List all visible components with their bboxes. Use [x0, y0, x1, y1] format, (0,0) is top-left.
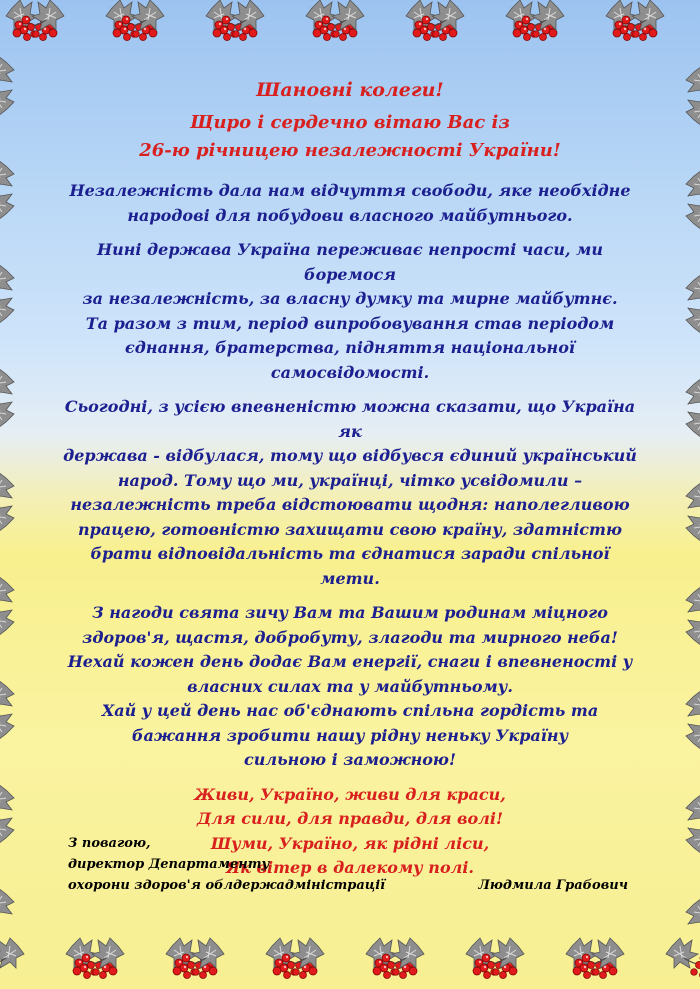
paragraph-line: Нині держава Україна переживає непрості часи, ми боремося [96, 240, 603, 284]
intro-line-1: Щиро і сердечно вітаю Вас із [190, 112, 510, 133]
paragraph-line: народ. Тому що ми, українці, чітко усвідомили – [117, 470, 583, 490]
signature-block [68, 833, 628, 896]
paragraph-hard-times [60, 238, 640, 385]
viburnum-berry-icon [0, 938, 24, 979]
poem-line: Шуми, Україно, як рідні ліси, [210, 833, 490, 853]
paragraph-line: Незалежність дала нам відчуття свободи, яке необхідне [69, 181, 631, 200]
paragraph-line: Та разом з тим, період випробовування став періодом [85, 313, 615, 333]
paragraph-wishes [60, 601, 640, 773]
signature-department: охорони здоров'я облдержадміністрації [68, 878, 386, 893]
paragraph-line: народові для побудови власного майбутнього. [127, 205, 573, 225]
paragraph-line: Сьогодні, з усією впевненістю можна сказати, що Україна як [64, 397, 636, 441]
signature-position: директор Департаменту [68, 857, 270, 872]
paragraph-line: працею, готовністю захищати свою країну, здатністю [78, 519, 622, 539]
paragraph-line: держава - відбулася, тому що відбувся єдиний український [63, 446, 637, 465]
signature-regards: З повагою, [68, 836, 151, 851]
paragraph-line: Нехай кожен день додає Вам енергії, снаги і впевненості у [67, 652, 633, 671]
paragraph-line: Хай у цей день нас об'єднають спільна гордість та [101, 701, 599, 720]
paragraph-line: бажання зробити нашу рідну неньку Україну [131, 725, 569, 745]
paragraph-line: сильною і заможною! [244, 750, 456, 769]
greeting-title: Шановні колеги! [256, 79, 444, 101]
letter-body [60, 70, 640, 881]
paragraph-independence [60, 179, 640, 228]
paragraph-line: незалежність треба відстоювати щодня: наполегливою [70, 495, 630, 514]
poem-line: Живи, Україно, живи для краси, [194, 784, 506, 804]
viburnum-berry-icon [0, 888, 14, 939]
paragraph-line: єднання, братерства, підняття національної самосвідомості. [125, 338, 575, 382]
paragraph-today [60, 395, 640, 591]
viburnum-berry-icon [666, 938, 700, 979]
signature-name: Людмила Грабович [478, 878, 628, 893]
paragraph-line: здоров'я, щастя, добробуту, злагоди та мирного неба! [82, 627, 618, 647]
paragraph-line: за незалежність, за власну думку та мирне майбутнє. [82, 289, 618, 308]
viburnum-berry-icon [686, 898, 700, 949]
intro-line-2: 26-ю річницею незалежності України! [139, 140, 561, 161]
paragraph-line: власних силах та у майбутньому. [187, 676, 513, 696]
paragraph-line: З нагоди свята зичу Вам та Вашим родинам міцного [92, 603, 608, 622]
poem-line: Як вітер в далекому полі. [226, 858, 474, 877]
poem-line: Для сили, для правди, для волі! [197, 809, 503, 828]
paragraph-line: брати відповідальність та єднатися заради спільної мети. [90, 544, 610, 588]
